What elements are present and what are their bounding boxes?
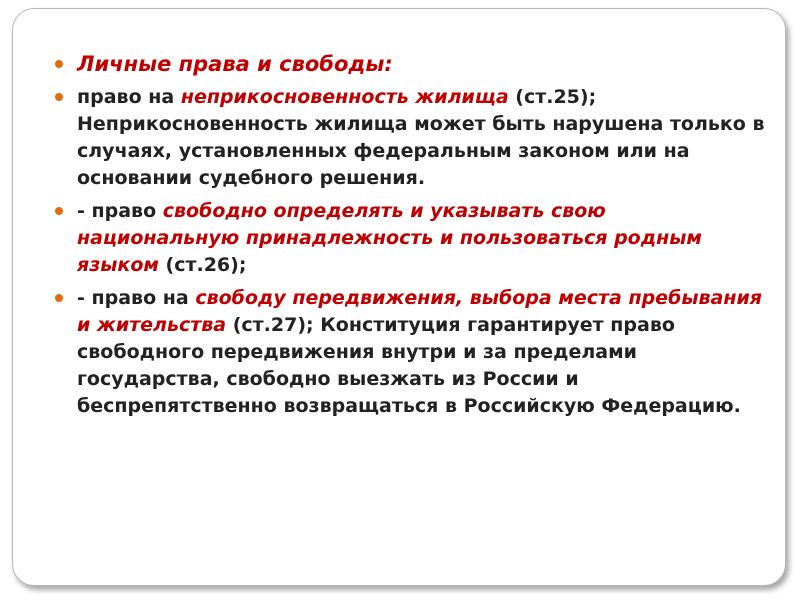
list-item-article-26 [53,198,773,279]
item-prefix: - право на [77,287,196,309]
item-suffix: (ст.25); Неприкосновенность жилища может быть нарушена только в случаях, установленных федеральным законом или на основании судебного решения. [77,86,765,189]
bullet-dot-icon [55,93,63,101]
heading-text: Личные права и свободы: [77,52,393,76]
list-item-heading [53,51,773,78]
item-highlight: неприкосновенность жилища [180,86,509,108]
bullet-dot-icon [55,60,63,68]
bullet-dot-icon [55,207,63,215]
item-suffix: (ст.26); [158,254,247,276]
list-item-article-27 [53,285,773,420]
item-highlight: свободно определять и указывать свою национальную принадлежность и пользоваться родным языком [77,200,702,276]
item-suffix: (ст.27); Конституция гарантирует право свободного передвижения внутри и за пределами государства, свободно выезжать из России и беспрепятственно возвращаться в Российскую Федерацию. [77,314,741,417]
bullet-dot-icon [55,294,63,302]
content-card [12,8,786,586]
list-item-article-25 [53,84,773,192]
item-prefix: - право [77,200,163,222]
item-highlight: свободу передвижения, выбора места пребывания и жительства [77,287,763,336]
bullet-list [53,51,773,426]
item-prefix: право на [77,86,181,108]
